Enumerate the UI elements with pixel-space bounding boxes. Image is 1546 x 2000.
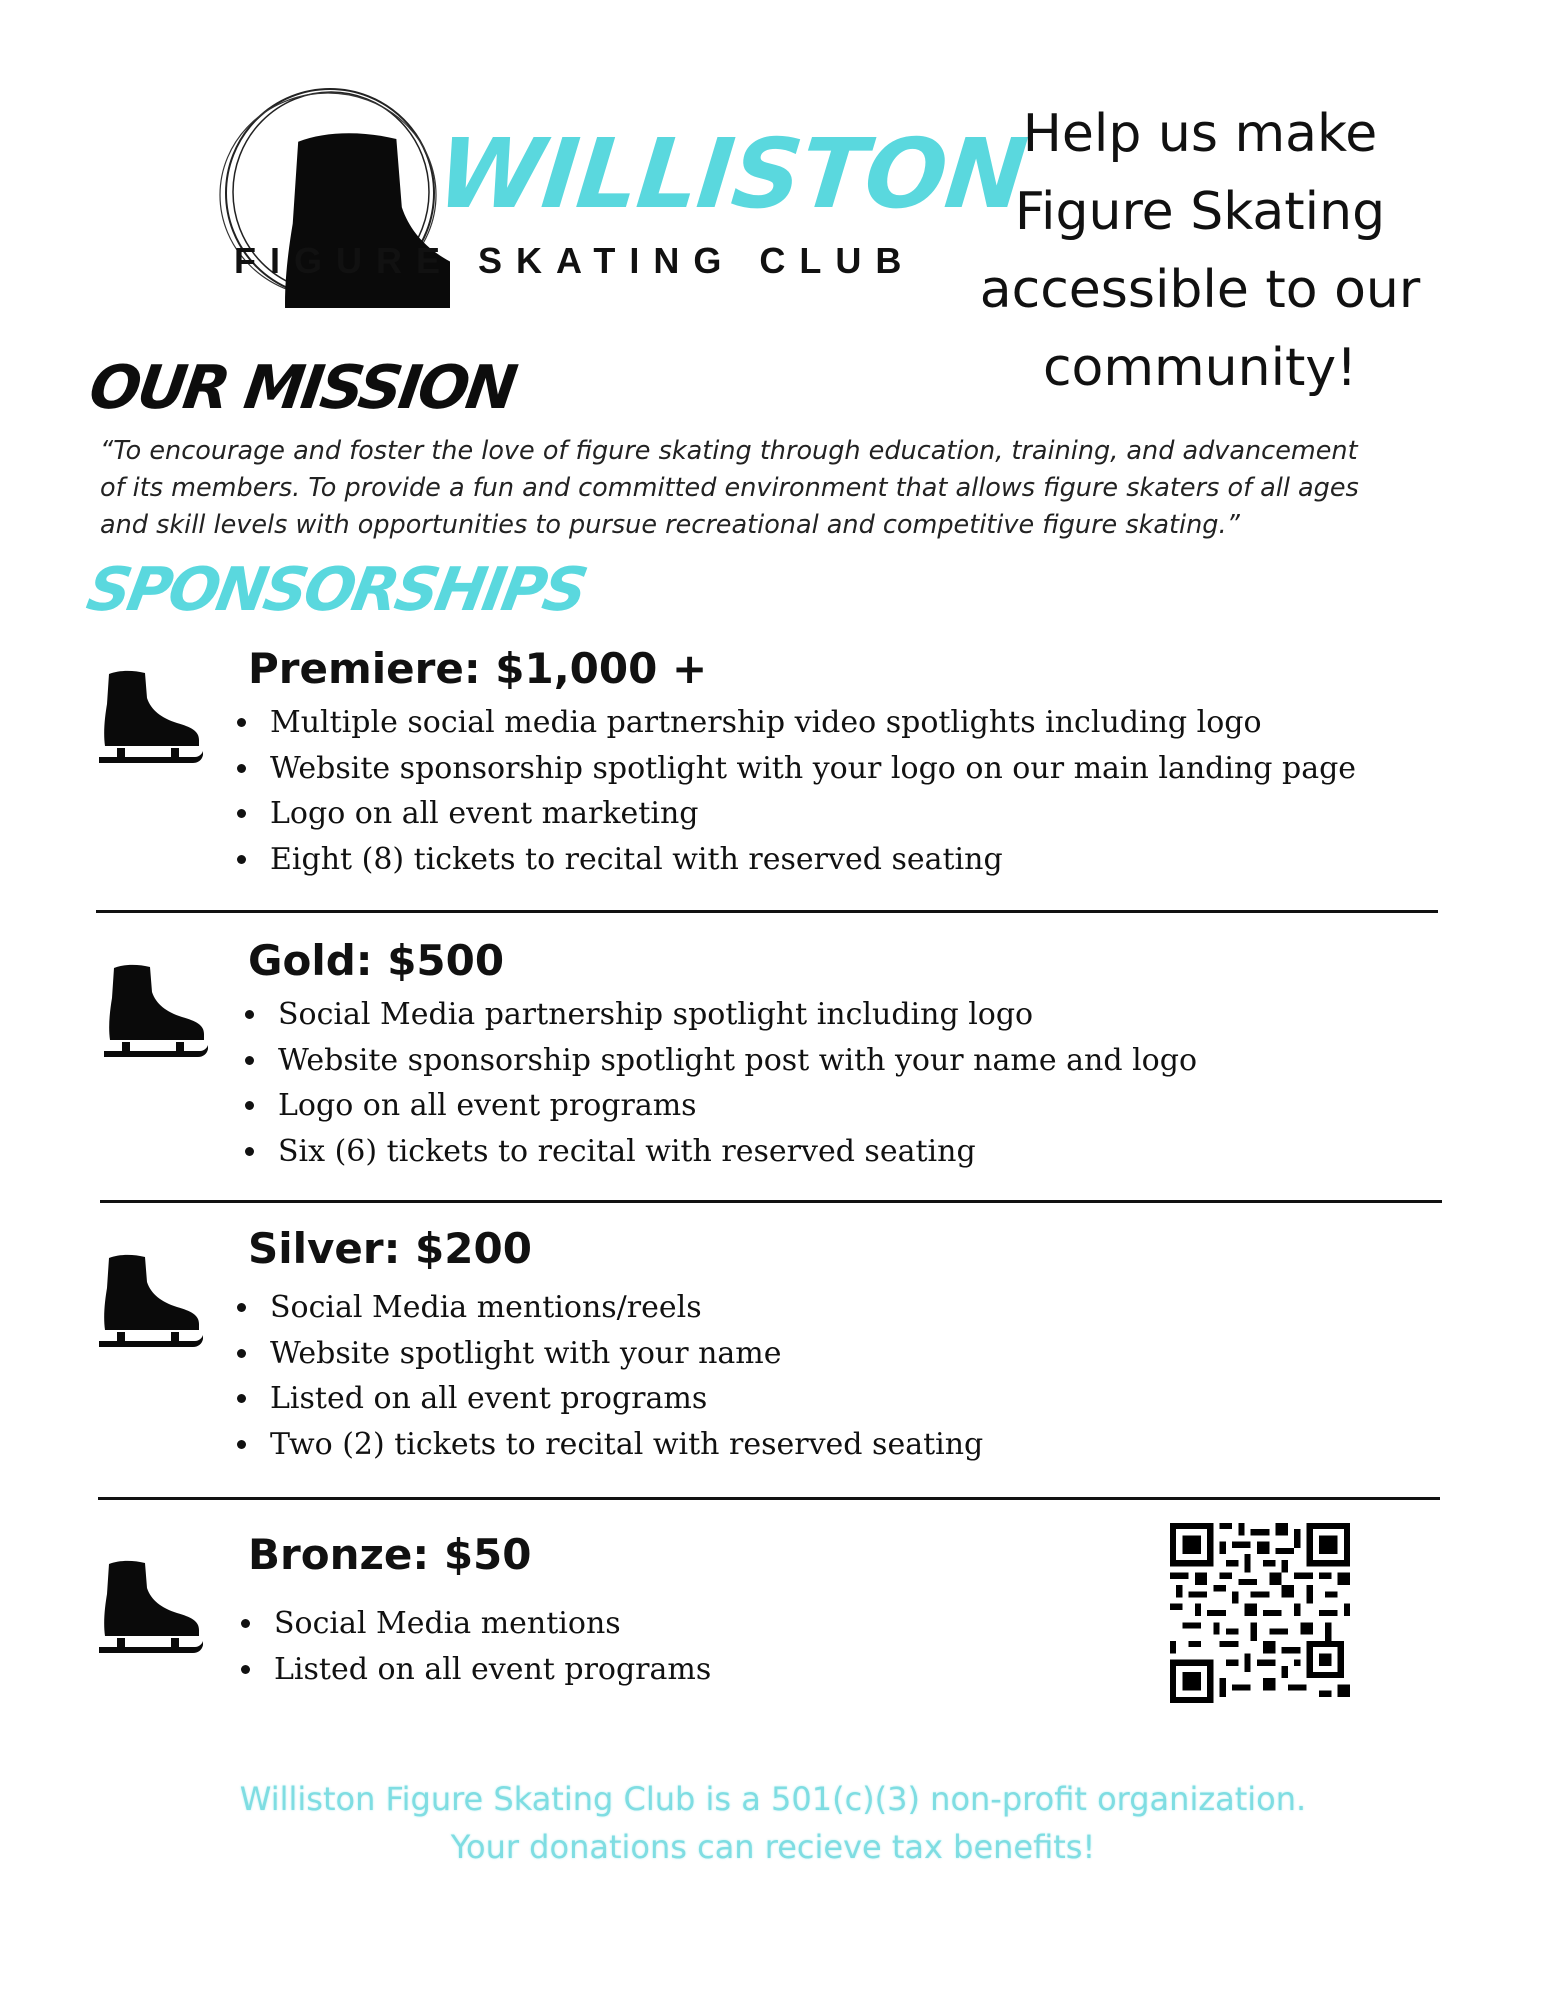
- mission-heading: OUR MISSION: [85, 353, 519, 423]
- tier-benefits: [232, 700, 1356, 882]
- list-item: • Listed on all event programs: [266, 1647, 711, 1693]
- ice-skate-icon: [95, 1558, 205, 1658]
- tier-title: Silver: $200: [248, 1224, 532, 1273]
- ice-skate-icon: [95, 1252, 205, 1352]
- tagline-line: community!: [1042, 338, 1358, 398]
- list-item: • Logo on all event marketing: [262, 791, 1356, 837]
- list-item: • Eight (8) tickets to recital with reserved seating: [262, 837, 1356, 883]
- sponsorships-heading: SPONSORSHIPS: [81, 555, 590, 625]
- tier-benefits: [236, 1601, 711, 1692]
- club-logo: [210, 78, 1032, 298]
- logo-wordmark: WILLISTON: [432, 118, 1032, 230]
- tier-benefits: [232, 1285, 983, 1467]
- divider: [100, 1200, 1442, 1203]
- list-item: • Two (2) tickets to recital with reserved seating: [262, 1422, 983, 1468]
- list-item: • Website sponsorship spotlight with your logo on our main landing page: [262, 746, 1356, 792]
- mission-quote-line: “To encourage and foster the love of figure skating through education, training, and advancement: [100, 436, 1358, 466]
- mission-quote: [100, 433, 1470, 544]
- list-item: • Social Media mentions/reels: [262, 1285, 983, 1331]
- divider: [96, 910, 1438, 913]
- list-item: • Social Media mentions: [266, 1601, 711, 1647]
- ice-skate-icon: [95, 668, 205, 768]
- tagline-line: Figure Skating: [1014, 182, 1386, 242]
- list-item: • Social Media partnership spotlight including logo: [270, 992, 1197, 1038]
- list-item: • Website sponsorship spotlight post with your name and logo: [270, 1038, 1197, 1084]
- tier-title: Gold: $500: [248, 936, 505, 985]
- divider: [98, 1497, 1440, 1500]
- footer-note: [0, 1775, 1546, 1871]
- mission-quote-line: of its members. To provide a fun and committed environment that allows figure skaters of all ages: [100, 473, 1359, 503]
- footer-line: Williston Figure Skating Club is a 501(c)(3) non-profit organization.: [239, 1780, 1307, 1818]
- footer-line: Your donations can recieve tax benefits!: [450, 1828, 1096, 1866]
- list-item: • Website spotlight with your name: [262, 1331, 983, 1377]
- tier-title: Bronze: $50: [248, 1530, 532, 1579]
- tier-benefits: [240, 992, 1197, 1174]
- qr-code-icon[interactable]: [1170, 1523, 1350, 1703]
- list-item: • Multiple social media partnership video spotlights including logo: [262, 700, 1356, 746]
- ice-skate-icon: [100, 962, 210, 1062]
- tier-title: Premiere: $1,000 +: [248, 644, 708, 693]
- tagline: [940, 95, 1460, 407]
- mission-quote-line: and skill levels with opportunities to pursue recreational and competitive figure skating.”: [100, 510, 1240, 540]
- logo-subtitle: FIGURE SKATING CLUB: [234, 240, 916, 281]
- list-item: • Logo on all event programs: [270, 1083, 1197, 1129]
- tagline-line: Help us make: [1022, 104, 1378, 164]
- list-item: • Listed on all event programs: [262, 1376, 983, 1422]
- list-item: • Six (6) tickets to recital with reserved seating: [270, 1129, 1197, 1175]
- tagline-line: accessible to our: [979, 260, 1421, 320]
